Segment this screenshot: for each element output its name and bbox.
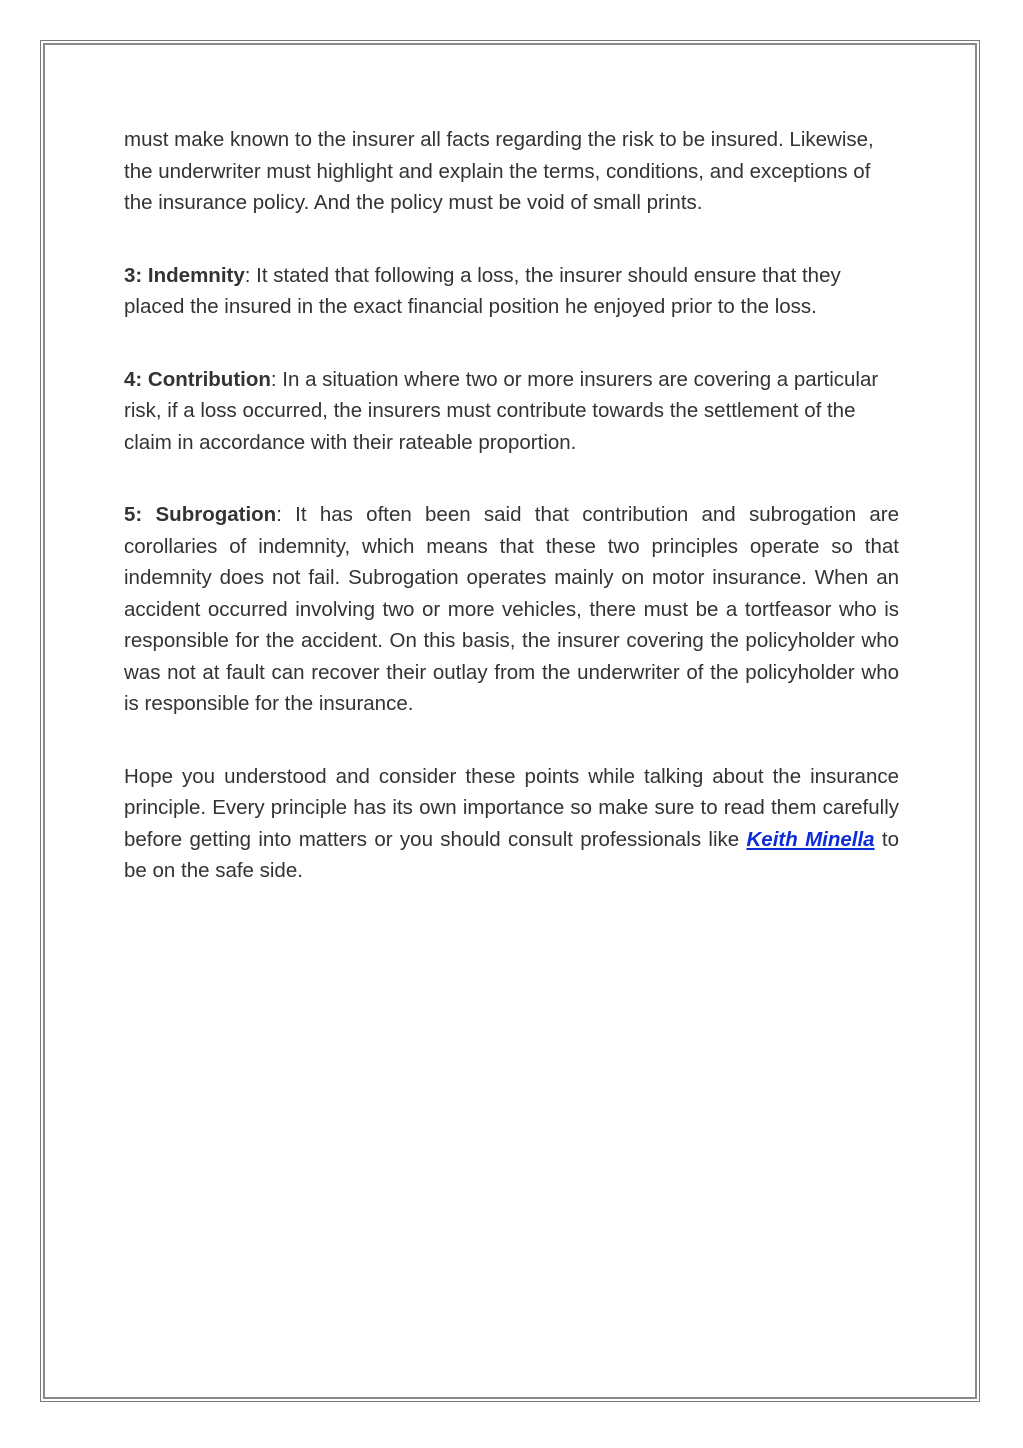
indemnity-text: : It stated that following a loss, the insurer should ensure that they placed the insured in the exact financial position he enjoyed prior to the loss. xyxy=(124,263,841,318)
keith-minella-link[interactable]: Keith Minella xyxy=(746,827,875,851)
closing-text-after: to be on the safe side. xyxy=(124,827,899,882)
document-body xyxy=(124,124,899,928)
subrogation-paragraph xyxy=(124,499,899,720)
closing-paragraph xyxy=(124,761,899,887)
closing-text-before: Hope you understood and consider these points while talking about the insurance principle. Every principle has its own importance so make sure to read them carefully before getting into matters or you should consult professionals like xyxy=(124,764,899,851)
subrogation-heading: 5: Subrogation xyxy=(124,503,277,526)
contribution-paragraph xyxy=(124,364,899,459)
indemnity-paragraph xyxy=(124,260,899,323)
indemnity-heading: 3: Indemnity xyxy=(124,263,245,287)
intro-text: must make known to the insurer all facts regarding the risk to be insured. Likewise, the underwriter must highlight and explain the terms, conditions, and exceptions of the insurance policy. And the policy must be void of small prints. xyxy=(124,128,874,214)
subrogation-text: : It has often been said that contribution and subrogation are corollaries of indemnity, which means that these two principles operate so that indemnity does not fail. Subrogation operates mainly on motor insurance. When an accident occurred involving two or more vehicles, there must be a tortfeasor who is responsible for the accident. On this basis, the insurer covering the policyholder who was not at fault can recover their outlay from the underwriter of the policyholder who is responsible for the insurance. xyxy=(124,503,900,715)
contribution-text: : In a situation where two or more insurers are covering a particular risk, if a loss occurred, the insurers must contribute towards the settlement of the claim in accordance with their rateable proportion. xyxy=(124,367,879,454)
intro-paragraph xyxy=(124,124,899,219)
contribution-heading: 4: Contribution xyxy=(124,367,271,391)
